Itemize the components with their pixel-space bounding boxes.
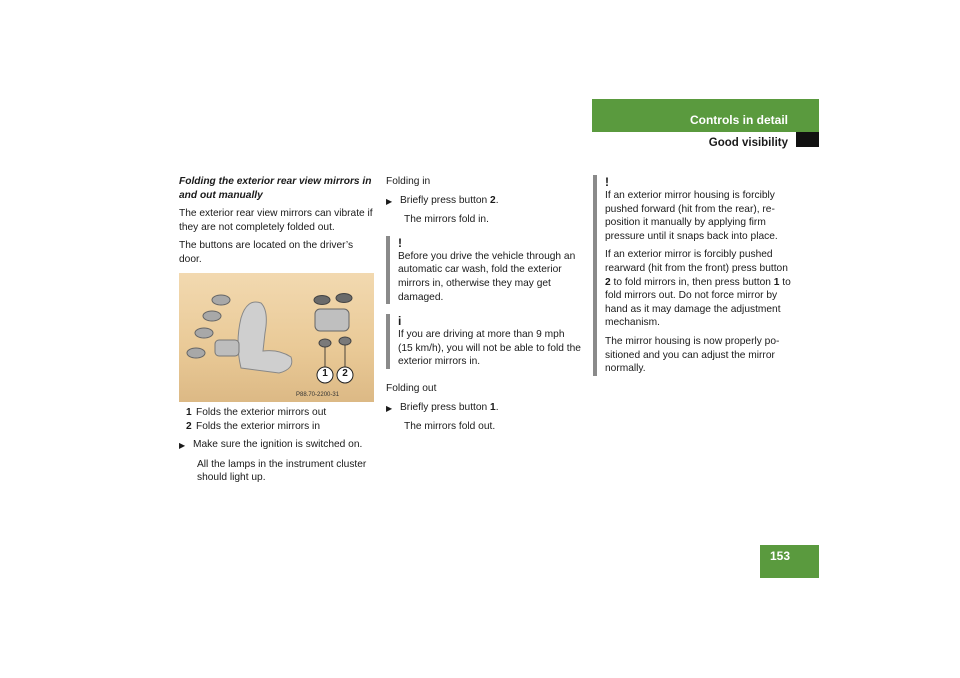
door-controls-illustration [179,273,374,402]
paragraph: The buttons are located on the driver’s door. [179,240,354,265]
legend-number: 1 [186,407,192,418]
bullet-step [386,401,582,416]
arrow-icon: ▶ [179,441,186,451]
callout-1-label: 1 [322,368,328,379]
warning-note-column-3 [593,175,795,376]
step-text [400,194,499,209]
step-text-part: Briefly press button [400,401,491,413]
warning-note [386,236,582,304]
warning-icon: ! [605,175,609,189]
legend-text: Folds the exterior mirrors in [196,420,320,432]
arrow-icon: ▶ [386,196,393,206]
button-ref: 2 [605,276,611,288]
section-heading: Folding the exterior rear view mirrors in and out manually [179,176,372,201]
info-icon: i [398,314,402,329]
warning-text: Before you drive the vehicle through an automatic car wash, fold the exterior mirrors in, otherwise they may get damaged. [398,250,576,303]
text-part: to fold mirrors out. Do not force mirror by hand as it may damage the adjustment mechanism. [605,276,791,329]
column-2 [386,175,582,434]
info-note [386,314,582,369]
paragraph: The mirror housing is now properly po-sitioned and you can adjust the mirror normally. [605,335,780,375]
legend-number: 2 [186,420,192,432]
legend-item [179,406,375,420]
subheading-fold-out: Folding out [386,382,437,394]
column-1 [179,175,375,272]
paragraph: The exterior rear view mirrors can vibrate if they are not completely folded out. [179,208,373,233]
text-part: to fold mirrors in, then press button [610,276,774,288]
section-subtitle: Good visibility [708,137,788,149]
button-ref: 2 [490,194,496,206]
step-text [400,401,499,416]
step-text-part: . [495,194,499,206]
step-result: The mirrors fold out. [404,421,496,433]
paragraph: If an exterior mirror housing is forcibly pushed forward (hit from the rear), re-position it manually by applying firm pressure until it snaps back into place. [605,190,778,242]
bullet-step [386,194,582,209]
header-marker [796,132,819,147]
callout-2-label: 2 [342,368,348,379]
button-ref: 1 [490,401,496,413]
bullet-step [179,438,375,453]
page-number: 153 [769,549,790,563]
step-text: Make sure the ignition is switched on. [193,439,363,451]
step-result: All the lamps in the instrument cluster should light up. [197,458,367,484]
text-part: If an exterior mirror is forcibly pushed rearward (hit from the front) press button [605,249,788,274]
warning-icon: ! [398,235,402,250]
subheading-fold-in: Folding in [386,176,431,187]
info-text: If you are driving at more than 9 mph (15 km/h), you will not be able to fold the exterior mirrors in. [398,329,581,368]
step-result: The mirrors fold in. [404,214,489,226]
legend-text: Folds the exterior mirrors out [196,407,327,418]
paragraph [605,248,795,330]
figure-caption: P88.70-2200-31 [296,392,340,398]
step-text-part: Briefly press button [400,194,491,206]
arrow-icon: ▶ [386,403,393,413]
section-title: Controls in detail [689,113,788,127]
button-ref: 1 [773,276,780,288]
step-text-part: . [495,401,499,413]
legend-item [179,420,375,434]
door-panel-drawing [179,273,374,402]
column-1-lower [179,406,375,485]
